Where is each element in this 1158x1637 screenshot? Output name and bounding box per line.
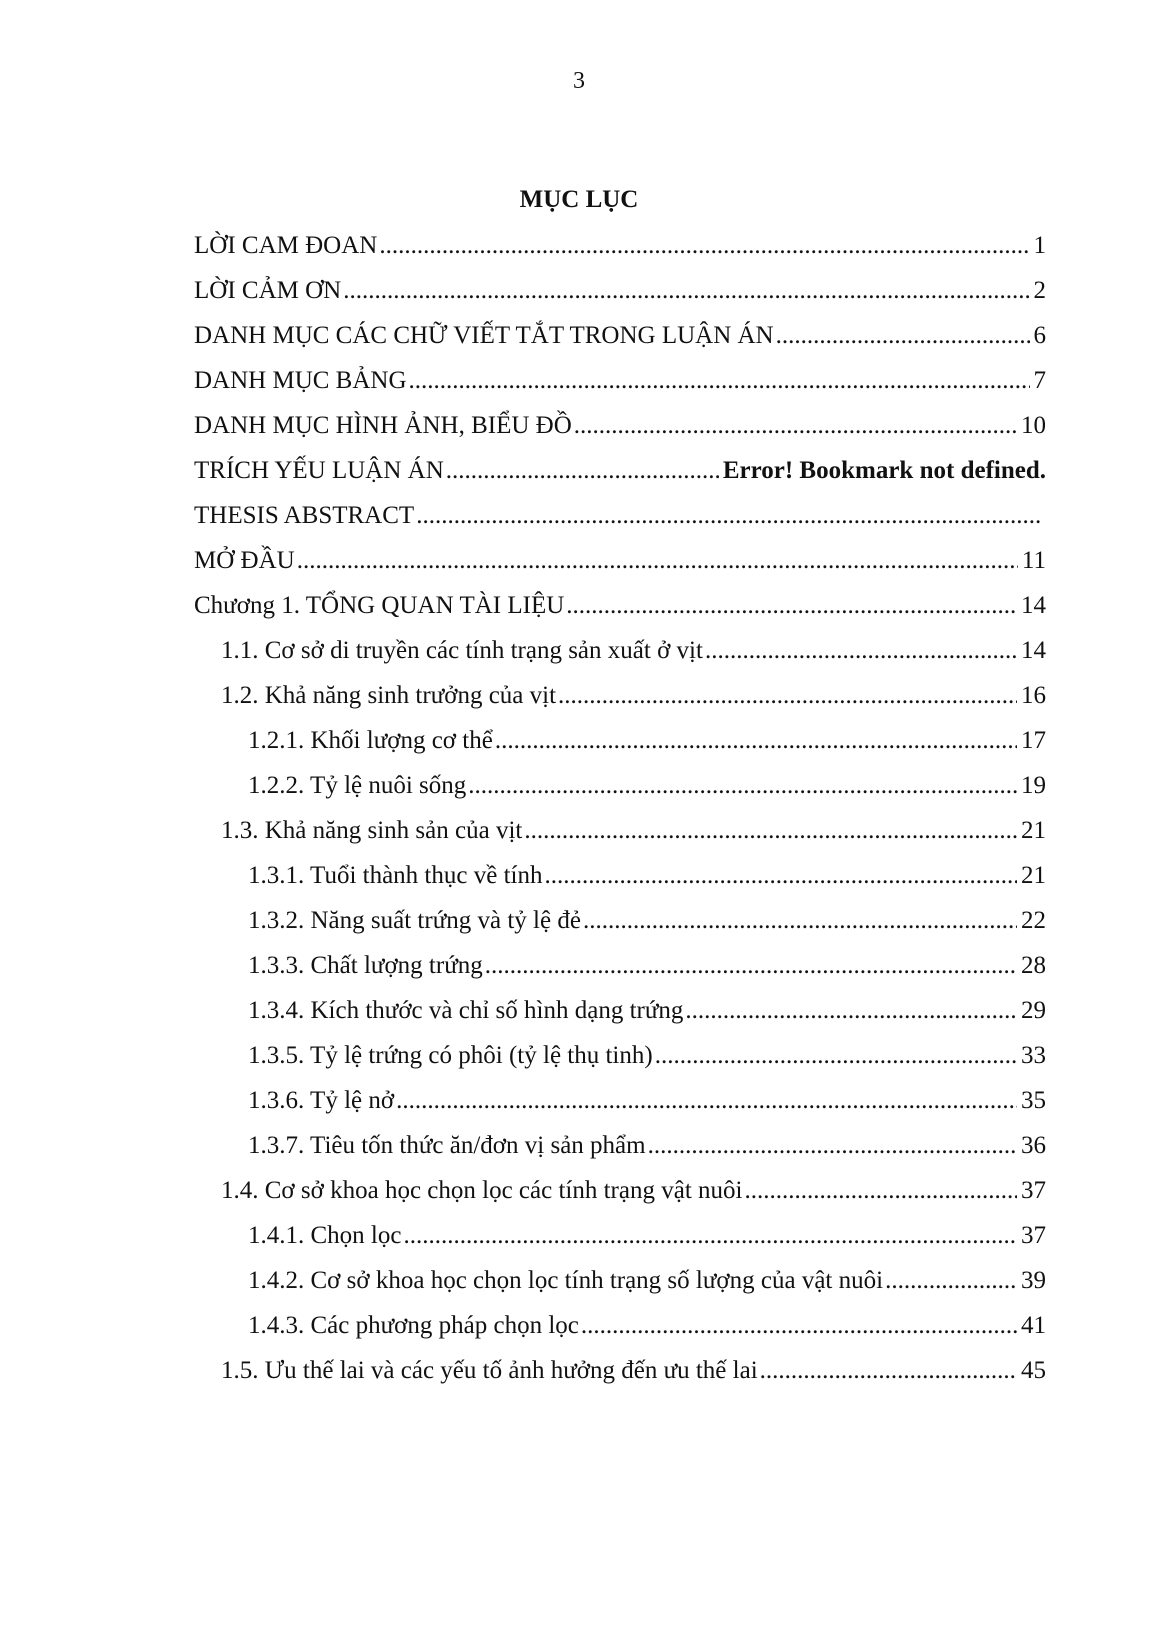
toc-entry-1-3-6[interactable] [248,1081,1046,1121]
toc-entry-page: 35 [1021,1087,1046,1114]
toc-entry-thesis-abstract[interactable] [194,496,1046,536]
dot-leader [705,631,1017,671]
toc-entry-1-5[interactable] [221,1351,1046,1391]
toc-entry-1-2-2[interactable] [248,766,1046,806]
toc-entry-label: THESIS ABSTRACT [194,502,415,529]
page-number: 3 [573,68,585,94]
toc-entry-label: 1.3.1. Tuổi thành thục về tính [248,862,543,889]
toc-entry-label: DANH MỤC BẢNG [194,367,407,394]
toc-entry-page-error: Error! Bookmark not defined. [722,457,1046,484]
toc-entry-label: Chương 1. TỔNG QUAN TÀI LIỆU [194,592,565,619]
toc-entry-label: 1.3.5. Tỷ lệ trứng có phôi (tỷ lệ thụ tinh) [248,1042,653,1069]
toc-entry-loi-cam-doan[interactable] [194,226,1046,266]
toc-entry-label: MỞ ĐẦU [194,547,295,574]
toc-entry-page: 17 [1021,727,1046,754]
toc-entry-page: 16 [1021,682,1046,709]
toc-entry-list-of-tables[interactable] [194,361,1046,401]
toc-entry-label: 1.3. Khả năng sinh sản của vịt [221,817,523,844]
dot-leader [885,1261,1017,1301]
toc-entry-label: 1.2.1. Khối lượng cơ thể [248,727,493,754]
dot-leader [485,946,1017,986]
dot-leader [495,721,1017,761]
dot-leader [544,856,1017,896]
toc-entry-1-3[interactable] [221,811,1046,851]
toc-entry-label: 1.4.3. Các phương pháp chọn lọc [248,1312,579,1339]
toc-entry-page: 6 [1033,322,1046,349]
page-title: MỤC LỤC [519,186,639,213]
toc-entry-label: 1.3.7. Tiêu tốn thức ăn/đơn vị sản phẩm [248,1132,646,1159]
toc-entry-label: DANH MỤC CÁC CHỮ VIẾT TẮT TRONG LUẬN ÁN [194,322,774,349]
toc-entry-page: 14 [1021,637,1046,664]
dot-leader [396,1081,1017,1121]
dot-leader [416,496,1042,536]
toc-entry-label: 1.5. Ưu thế lai và các yếu tố ảnh hưởng đến ưu thế lai [221,1357,758,1384]
toc-entry-list-of-figures[interactable] [194,406,1046,446]
toc-entry-loi-cam-on[interactable] [194,271,1046,311]
dot-leader [581,1306,1017,1346]
dot-leader [760,1351,1017,1391]
toc-entry-page: 37 [1021,1177,1046,1204]
toc-entry-page: 39 [1021,1267,1046,1294]
dot-leader [403,1216,1017,1256]
dot-leader [524,811,1017,851]
toc-entry-label: 1.1. Cơ sở di truyền các tính trạng sản xuất ở vịt [221,637,703,664]
toc-entry-page: 28 [1021,952,1046,979]
toc-entry-1-1[interactable] [221,631,1046,671]
toc-entry-page: 11 [1021,547,1046,574]
toc-entry-label: 1.3.2. Năng suất trứng và tỷ lệ đẻ [248,907,581,934]
toc-entry-page: 7 [1033,367,1046,394]
toc-entry-label: LỜI CAM ĐOAN [194,232,378,259]
dot-leader [558,676,1017,716]
dot-leader [566,586,1017,626]
toc-entry-label: 1.3.3. Chất lượng trứng [248,952,483,979]
dot-leader [574,406,1017,446]
dot-leader [409,361,1030,401]
toc-entry-label: 1.2.2. Tỷ lệ nuôi sống [248,772,467,799]
toc-entry-page: 19 [1021,772,1046,799]
toc-entry-page: 1 [1033,232,1046,259]
toc-entry-1-3-4[interactable] [248,991,1046,1031]
toc-entry-label: 1.3.6. Tỷ lệ nở [248,1087,395,1114]
toc-entry-mo-dau[interactable] [194,541,1046,581]
toc-entry-page: 22 [1021,907,1046,934]
dot-leader [379,226,1029,266]
toc-entry-1-3-7[interactable] [248,1126,1046,1166]
toc-entry-1-4-3[interactable] [248,1306,1046,1346]
toc-entry-trich-yeu[interactable] [194,451,1046,491]
toc-entry-label: 1.4.1. Chọn lọc [248,1222,402,1249]
dot-leader [744,1171,1017,1211]
toc-entry-label: TRÍCH YẾU LUẬN ÁN [194,457,444,484]
dot-leader [776,316,1030,356]
dot-leader [583,901,1017,941]
toc-entry-page: 41 [1021,1312,1046,1339]
toc-entry-1-4-1[interactable] [248,1216,1046,1256]
toc-entry-label: DANH MỤC HÌNH ẢNH, BIỂU ĐỒ [194,412,572,439]
toc-entry-page: 36 [1021,1132,1046,1159]
dot-leader [468,766,1017,806]
toc-entry-page: 14 [1021,592,1046,619]
toc-entry-label: 1.3.4. Kích thước và chỉ số hình dạng trứng [248,997,684,1024]
toc-entry-page: 29 [1021,997,1046,1024]
toc-entry-label: 1.2. Khả năng sinh trưởng của vịt [221,682,557,709]
toc-entry-page: 37 [1021,1222,1046,1249]
toc-entry-page: 10 [1021,412,1046,439]
toc-entry-1-3-1[interactable] [248,856,1046,896]
toc-entry-1-2[interactable] [221,676,1046,716]
toc-entry-label: 1.4.2. Cơ sở khoa học chọn lọc tính trạng số lượng của vật nuôi [248,1267,884,1294]
toc-entry-1-4-2[interactable] [248,1261,1046,1301]
dot-leader [343,271,1029,311]
dot-leader [685,991,1017,1031]
toc-entry-1-4[interactable] [221,1171,1046,1211]
dot-leader [655,1036,1017,1076]
toc-entry-1-3-2[interactable] [248,901,1046,941]
dot-leader [446,451,719,491]
toc-entry-page: 2 [1033,277,1046,304]
toc-entry-page: 21 [1021,862,1046,889]
toc-entry-label: LỜI CẢM ƠN [194,277,342,304]
toc-entry-1-2-1[interactable] [248,721,1046,761]
toc-entry-label: 1.4. Cơ sở khoa học chọn lọc các tính trạng vật nuôi [221,1177,743,1204]
toc-entry-page: 33 [1021,1042,1046,1069]
toc-entry-1-3-5[interactable] [248,1036,1046,1076]
toc-entry-1-3-3[interactable] [248,946,1046,986]
toc-entry-abbreviations[interactable] [194,316,1046,356]
dot-leader [648,1126,1017,1166]
toc-entry-page: 45 [1021,1357,1046,1384]
dot-leader [297,541,1018,581]
toc-entry-chapter-1[interactable] [194,586,1046,626]
toc-entry-page: 21 [1021,817,1046,844]
